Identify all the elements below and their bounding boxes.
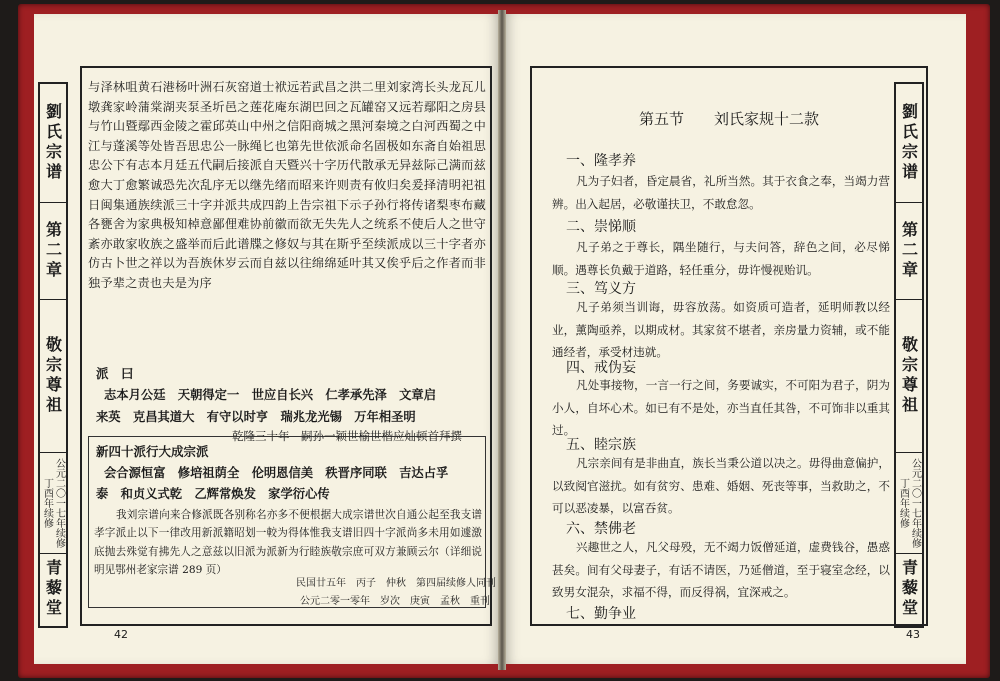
rule-3-heading: 三、笃义方 — [566, 281, 636, 297]
rule-1-text: 凡为子妇者，昏定晨省，礼所当然。其于衣食之奉，当竭力营辨。出入起居，必敬谨扶卫，不敢怠忽。 — [552, 174, 890, 211]
signature-2: 公元二零一零年 岁次 庚寅 孟秋 重刊 — [300, 596, 490, 607]
rule-1-heading: 一、隆孝养 — [566, 153, 636, 169]
section-title: 第五节 刘氏家规十二款 — [638, 110, 819, 128]
preface-paragraph: 与泽林咀黄石港杨叶洲石灰窑道士袱远若武昌之洪二里刘家湾长头龙瓦儿墩龚家岭蒲棠湖夹泵圣圻邑之莲花庵东湖巴回之瓦罐窑又远若鄢阳之房县与竹山暨鄢西金陵之霍邱英山中州之信阳商城之黑河秦境之白河西蜀之中江与蓬溪等处皆吾思忠公一脉绳匕也第先世依派命名固极如东斋自始祖思忠公下有志本月廷五代嗣后接派自天暨兴十字历代散承无异兹际己满而兹愈大丁愈繁诚恐先次乱序无以继先绪而昭来许则责有攸归矣爰择清明祀祖日闽集通族续派三十字并派共成四韵上告宗祖下示子孙行将传诸梨枣布藏各甕舍为家典极知棹意鄙俚难协前徽而欲无失先人之统系不使后人之世守紊亦敢家收族之盛举而后此谱牒之修奴与其在斯乎至续派成以三十字者亦仿古卜世之祥以为吾族休岁云而自兹以往绵绵延叶其又俟乎后之作者而非独予辈之责也夫是为序 — [88, 80, 486, 290]
pai-signature: 乾隆三十年 嗣孙一颖世榆世楷应灿顿首拜撰 — [232, 429, 462, 443]
side-title: 劉氏宗谱 — [43, 103, 63, 183]
side-hall: 青藜堂 — [899, 559, 919, 619]
side-title: 劉氏宗谱 — [899, 103, 919, 183]
pai-line-2: 来英 克昌其道大 有守以时亨 瑞兆龙光锡 万年相圣明 — [96, 409, 416, 424]
side-edition: 丁酉年续修 — [41, 478, 53, 528]
rule-2-heading: 二、崇悌顺 — [566, 219, 636, 235]
signature-1: 民国廿五年 丙子 仲秋 第四届续修人同刊 — [296, 578, 496, 589]
rule-3-text: 凡子弟须当训诲，毋容放荡。如资质可造者，延明师教以经业，薰陶亟养，以期成材。其家贫不堪者，亲房量力资辅，或不能通经者，承受材违就。 — [552, 300, 890, 360]
rule-6-heading: 六、禁佛老 — [566, 521, 636, 537]
book-gutter — [498, 10, 506, 670]
pai-label: 派 曰 — [96, 366, 134, 381]
rule-5-text: 凡宗亲间有是非曲直，族长当秉公道以决之。毋得曲意偏护，以致阋官滋扰。如有贫穷、患难、婚姻、死丧等事，当救助之，不可以恶凌暴，以富吞贫。 — [552, 456, 890, 516]
rule-5-heading: 五、睦宗族 — [566, 437, 636, 453]
side-hall: 青藜堂 — [43, 559, 63, 619]
side-edition-year: 公元二〇一七年续修 — [53, 458, 65, 548]
side-chapter: 第二章 — [899, 221, 919, 281]
new-pai-line-1: 会合源恒富 修培祖荫全 伦明恩信美 秩晋序同联 吉达占孚 — [104, 465, 449, 480]
rule-4-text: 凡处事接物，一言一行之间，务要诚实，不可阳为君子，阴为小人，自坏心术。如已有不是处，亦当直任其咎，不可饰非以重其过。 — [552, 378, 890, 438]
rule-2-text: 凡子弟之于尊长，隅坐随行，与夫问答，辞色之间，必尽悌顺。遇尊长负戴于道路，轻任重分，毋许慢视贻讥。 — [552, 240, 890, 277]
side-edition: 丁酉年续修 — [897, 478, 909, 528]
left-side-column — [38, 82, 68, 628]
side-section: 敬宗尊祖 — [899, 336, 919, 416]
side-chapter: 第二章 — [43, 221, 63, 281]
rule-4-heading: 四、戒伪妄 — [566, 360, 636, 376]
side-edition-year: 公元二〇一七年续修 — [909, 458, 921, 548]
new-pai-line-2: 泰 和贞义式乾 乙辉常焕发 家学衍心传 — [96, 486, 330, 501]
side-section: 敬宗尊祖 — [43, 336, 63, 416]
new-pai-title: 新四十派行大成宗派 — [96, 444, 209, 459]
rule-7-heading: 七、勤争业 — [566, 606, 636, 622]
pai-line-1: 志本月公廷 天朝得定一 世应自长兴 仁孝承先泽 文章启 — [104, 387, 437, 402]
page-number-right: 43 — [906, 628, 920, 641]
new-pai-note: 我刘宗谱向来合修派既各别称名亦多不便根据大成宗谱世次自通公起至我支谱孝字派止以下一律改用新派籍昭划一較为得体惟我支谱旧四十字派尚多未用如遽激底抛去殊觉有拂先人之意兹以旧派为派新为行睦族敬宗庶可双方兼顾云尔（详细说明见鄂州老家宗谱 289 页） — [94, 509, 482, 576]
rule-6-text: 兴趣世之人，凡父母殁，无不竭力饭僧延道，虚费钱谷，愚惑甚矣。间有父母妻子，有话不请医，乃延僧道，至于寝室念经，以致男女混杂，求福不得，而反得祸，宜深戒之。 — [552, 540, 890, 600]
right-side-column — [894, 82, 924, 628]
page-number-left: 42 — [114, 628, 128, 641]
